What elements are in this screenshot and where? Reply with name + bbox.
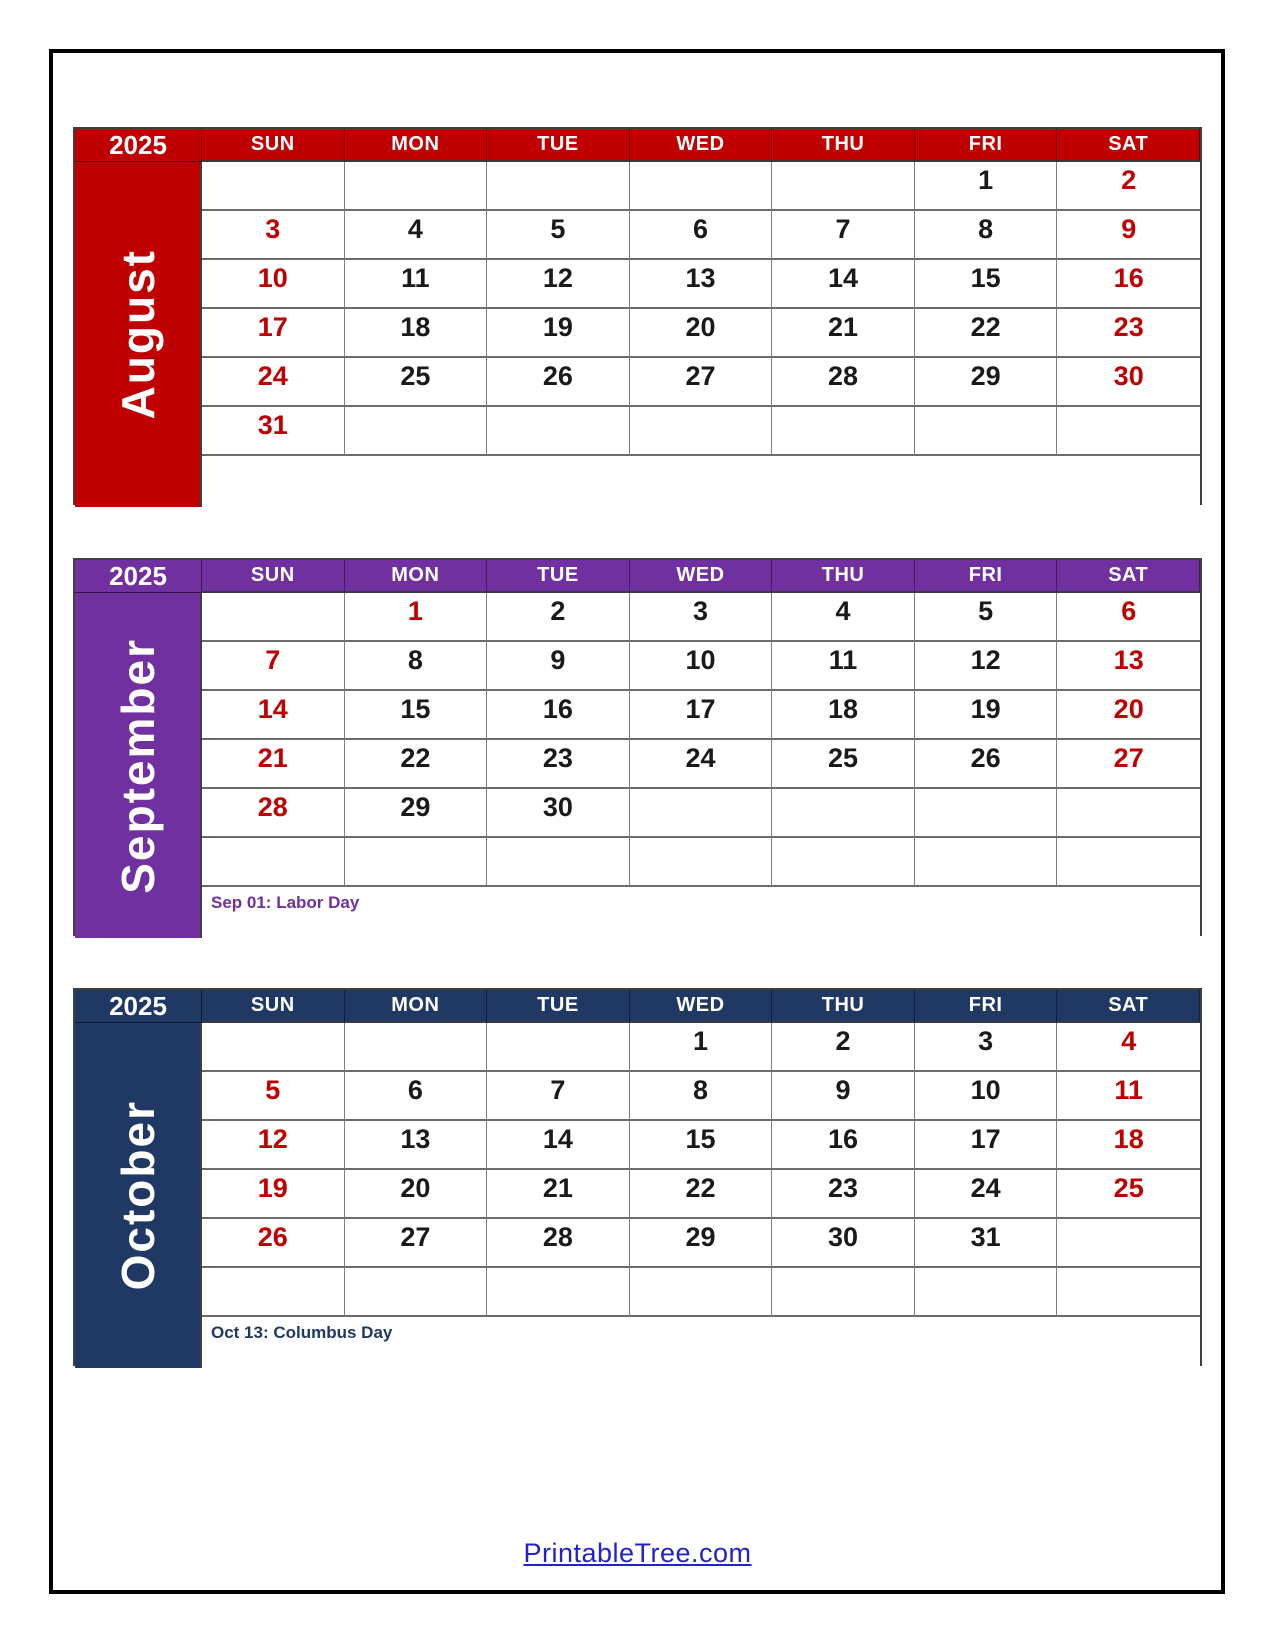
day-cell	[772, 838, 915, 887]
day-cell-september-23: 23	[487, 740, 630, 789]
footer-link[interactable]: PrintableTree.com	[523, 1538, 752, 1568]
month-august-section	[73, 127, 1202, 505]
year-label-october: 2025	[75, 990, 202, 1023]
holiday-note-september: Sep 01: Labor Day	[202, 887, 1200, 938]
day-cell	[772, 789, 915, 838]
day-cell	[915, 838, 1058, 887]
day-cell-october-6: 6	[345, 1072, 488, 1121]
day-cell-august-1: 1	[915, 162, 1058, 211]
day-cell-september-6: 6	[1057, 593, 1200, 642]
day-cell-october-1: 1	[630, 1023, 773, 1072]
day-cell	[630, 162, 773, 211]
day-cell	[772, 1268, 915, 1317]
day-cell	[1057, 789, 1200, 838]
day-cell-october-8: 8	[630, 1072, 773, 1121]
day-cell-august-30: 30	[1057, 358, 1200, 407]
month-band-september	[75, 593, 202, 938]
day-cell	[915, 1268, 1058, 1317]
day-cell-october-13: 13	[345, 1121, 488, 1170]
day-cell-october-21: 21	[487, 1170, 630, 1219]
day-cell	[630, 838, 773, 887]
day-cell-august-29: 29	[915, 358, 1058, 407]
year-label-august: 2025	[75, 129, 202, 162]
day-cell-october-3: 3	[915, 1023, 1058, 1072]
day-cell-september-25: 25	[772, 740, 915, 789]
weekday-header-sun: SUN	[202, 560, 345, 593]
day-cell-october-7: 7	[487, 1072, 630, 1121]
day-cell	[1057, 1268, 1200, 1317]
day-cell-august-27: 27	[630, 358, 773, 407]
day-cell	[487, 838, 630, 887]
day-cell	[345, 1268, 488, 1317]
day-cell-august-20: 20	[630, 309, 773, 358]
day-cell-september-11: 11	[772, 642, 915, 691]
weekday-header-sat: SAT	[1057, 129, 1200, 162]
day-cell-october-15: 15	[630, 1121, 773, 1170]
day-cell	[630, 1268, 773, 1317]
day-cell-september-27: 27	[1057, 740, 1200, 789]
day-cell-september-12: 12	[915, 642, 1058, 691]
day-cell-august-26: 26	[487, 358, 630, 407]
month-label-september: September	[111, 637, 164, 894]
day-cell-august-4: 4	[345, 211, 488, 260]
day-cell-august-10: 10	[202, 260, 345, 309]
day-cell-september-4: 4	[772, 593, 915, 642]
day-cell-september-3: 3	[630, 593, 773, 642]
day-cell-august-18: 18	[345, 309, 488, 358]
day-cell	[1057, 407, 1200, 456]
weekday-header-thu: THU	[772, 560, 915, 593]
day-cell	[202, 162, 345, 211]
day-cell-september-30: 30	[487, 789, 630, 838]
day-cell	[345, 162, 488, 211]
day-cell-august-11: 11	[345, 260, 488, 309]
day-cell-october-4: 4	[1057, 1023, 1200, 1072]
day-cell-october-20: 20	[345, 1170, 488, 1219]
day-cell	[772, 407, 915, 456]
day-cell-october-2: 2	[772, 1023, 915, 1072]
day-cell-october-12: 12	[202, 1121, 345, 1170]
day-cell-october-9: 9	[772, 1072, 915, 1121]
day-cell-september-17: 17	[630, 691, 773, 740]
day-cell-october-26: 26	[202, 1219, 345, 1268]
weekday-header-mon: MON	[345, 560, 488, 593]
day-cell-august-7: 7	[772, 211, 915, 260]
day-cell-september-21: 21	[202, 740, 345, 789]
day-cell-october-23: 23	[772, 1170, 915, 1219]
day-cell-september-2: 2	[487, 593, 630, 642]
weekday-header-sat: SAT	[1057, 990, 1200, 1023]
day-cell-september-19: 19	[915, 691, 1058, 740]
weekday-header-tue: TUE	[487, 990, 630, 1023]
day-cell-october-29: 29	[630, 1219, 773, 1268]
day-cell-october-31: 31	[915, 1219, 1058, 1268]
day-cell	[487, 1023, 630, 1072]
day-cell-september-16: 16	[487, 691, 630, 740]
weekday-header-tue: TUE	[487, 129, 630, 162]
day-cell-october-11: 11	[1057, 1072, 1200, 1121]
day-cell	[915, 407, 1058, 456]
day-cell	[202, 1268, 345, 1317]
day-cell-august-24: 24	[202, 358, 345, 407]
month-october-section	[73, 988, 1202, 1366]
day-cell-august-25: 25	[345, 358, 488, 407]
day-cell-august-6: 6	[630, 211, 773, 260]
day-cell-september-26: 26	[915, 740, 1058, 789]
weekday-header-sun: SUN	[202, 129, 345, 162]
day-cell-august-17: 17	[202, 309, 345, 358]
day-cell-october-19: 19	[202, 1170, 345, 1219]
day-cell-august-9: 9	[1057, 211, 1200, 260]
weekday-header-wed: WED	[630, 560, 773, 593]
day-cell	[1057, 838, 1200, 887]
day-cell-september-1: 1	[345, 593, 488, 642]
day-cell	[345, 1023, 488, 1072]
day-cell	[202, 1023, 345, 1072]
day-cell	[487, 1268, 630, 1317]
day-cell-september-13: 13	[1057, 642, 1200, 691]
day-cell-september-8: 8	[345, 642, 488, 691]
day-cell-october-10: 10	[915, 1072, 1058, 1121]
weekday-header-fri: FRI	[915, 129, 1058, 162]
day-cell	[487, 162, 630, 211]
day-cell-august-15: 15	[915, 260, 1058, 309]
day-cell-september-28: 28	[202, 789, 345, 838]
day-cell-october-25: 25	[1057, 1170, 1200, 1219]
day-cell-august-21: 21	[772, 309, 915, 358]
day-cell	[630, 789, 773, 838]
day-cell-october-27: 27	[345, 1219, 488, 1268]
day-cell-august-12: 12	[487, 260, 630, 309]
holiday-note-october: Oct 13: Columbus Day	[202, 1317, 1200, 1368]
weekday-header-sat: SAT	[1057, 560, 1200, 593]
day-cell-october-22: 22	[630, 1170, 773, 1219]
day-cell-september-5: 5	[915, 593, 1058, 642]
day-cell-august-8: 8	[915, 211, 1058, 260]
month-band-october	[75, 1023, 202, 1368]
weekday-header-mon: MON	[345, 990, 488, 1023]
weekday-header-mon: MON	[345, 129, 488, 162]
day-cell-august-28: 28	[772, 358, 915, 407]
day-cell-october-16: 16	[772, 1121, 915, 1170]
day-cell-september-14: 14	[202, 691, 345, 740]
day-cell-september-15: 15	[345, 691, 488, 740]
weekday-header-fri: FRI	[915, 990, 1058, 1023]
day-cell-august-22: 22	[915, 309, 1058, 358]
day-cell	[345, 407, 488, 456]
day-cell	[202, 838, 345, 887]
weekday-header-thu: THU	[772, 129, 915, 162]
day-cell	[487, 407, 630, 456]
day-cell-october-18: 18	[1057, 1121, 1200, 1170]
day-cell	[915, 789, 1058, 838]
month-band-august	[75, 162, 202, 507]
day-cell-september-7: 7	[202, 642, 345, 691]
weekday-header-wed: WED	[630, 129, 773, 162]
day-cell-october-28: 28	[487, 1219, 630, 1268]
day-cell	[345, 838, 488, 887]
day-cell-october-14: 14	[487, 1121, 630, 1170]
day-cell	[630, 407, 773, 456]
day-cell-october-17: 17	[915, 1121, 1058, 1170]
weekday-header-tue: TUE	[487, 560, 630, 593]
holiday-note-august	[202, 456, 1200, 507]
day-cell-august-16: 16	[1057, 260, 1200, 309]
day-cell-august-19: 19	[487, 309, 630, 358]
day-cell-september-18: 18	[772, 691, 915, 740]
year-label-september: 2025	[75, 560, 202, 593]
day-cell-september-24: 24	[630, 740, 773, 789]
day-cell	[202, 593, 345, 642]
day-cell-september-20: 20	[1057, 691, 1200, 740]
day-cell-september-29: 29	[345, 789, 488, 838]
day-cell-august-13: 13	[630, 260, 773, 309]
weekday-header-wed: WED	[630, 990, 773, 1023]
footer	[0, 1538, 1275, 1569]
day-cell-september-22: 22	[345, 740, 488, 789]
weekday-header-sun: SUN	[202, 990, 345, 1023]
day-cell	[1057, 1219, 1200, 1268]
day-cell-august-23: 23	[1057, 309, 1200, 358]
day-cell-august-2: 2	[1057, 162, 1200, 211]
month-label-august: August	[111, 249, 164, 420]
month-label-october: October	[111, 1100, 164, 1291]
day-cell	[772, 162, 915, 211]
day-cell-october-24: 24	[915, 1170, 1058, 1219]
day-cell-august-3: 3	[202, 211, 345, 260]
day-cell-august-5: 5	[487, 211, 630, 260]
day-cell-september-9: 9	[487, 642, 630, 691]
weekday-header-fri: FRI	[915, 560, 1058, 593]
day-cell-october-30: 30	[772, 1219, 915, 1268]
day-cell-october-5: 5	[202, 1072, 345, 1121]
weekday-header-thu: THU	[772, 990, 915, 1023]
day-cell-august-14: 14	[772, 260, 915, 309]
day-cell-august-31: 31	[202, 407, 345, 456]
day-cell-september-10: 10	[630, 642, 773, 691]
month-september-section	[73, 558, 1202, 936]
